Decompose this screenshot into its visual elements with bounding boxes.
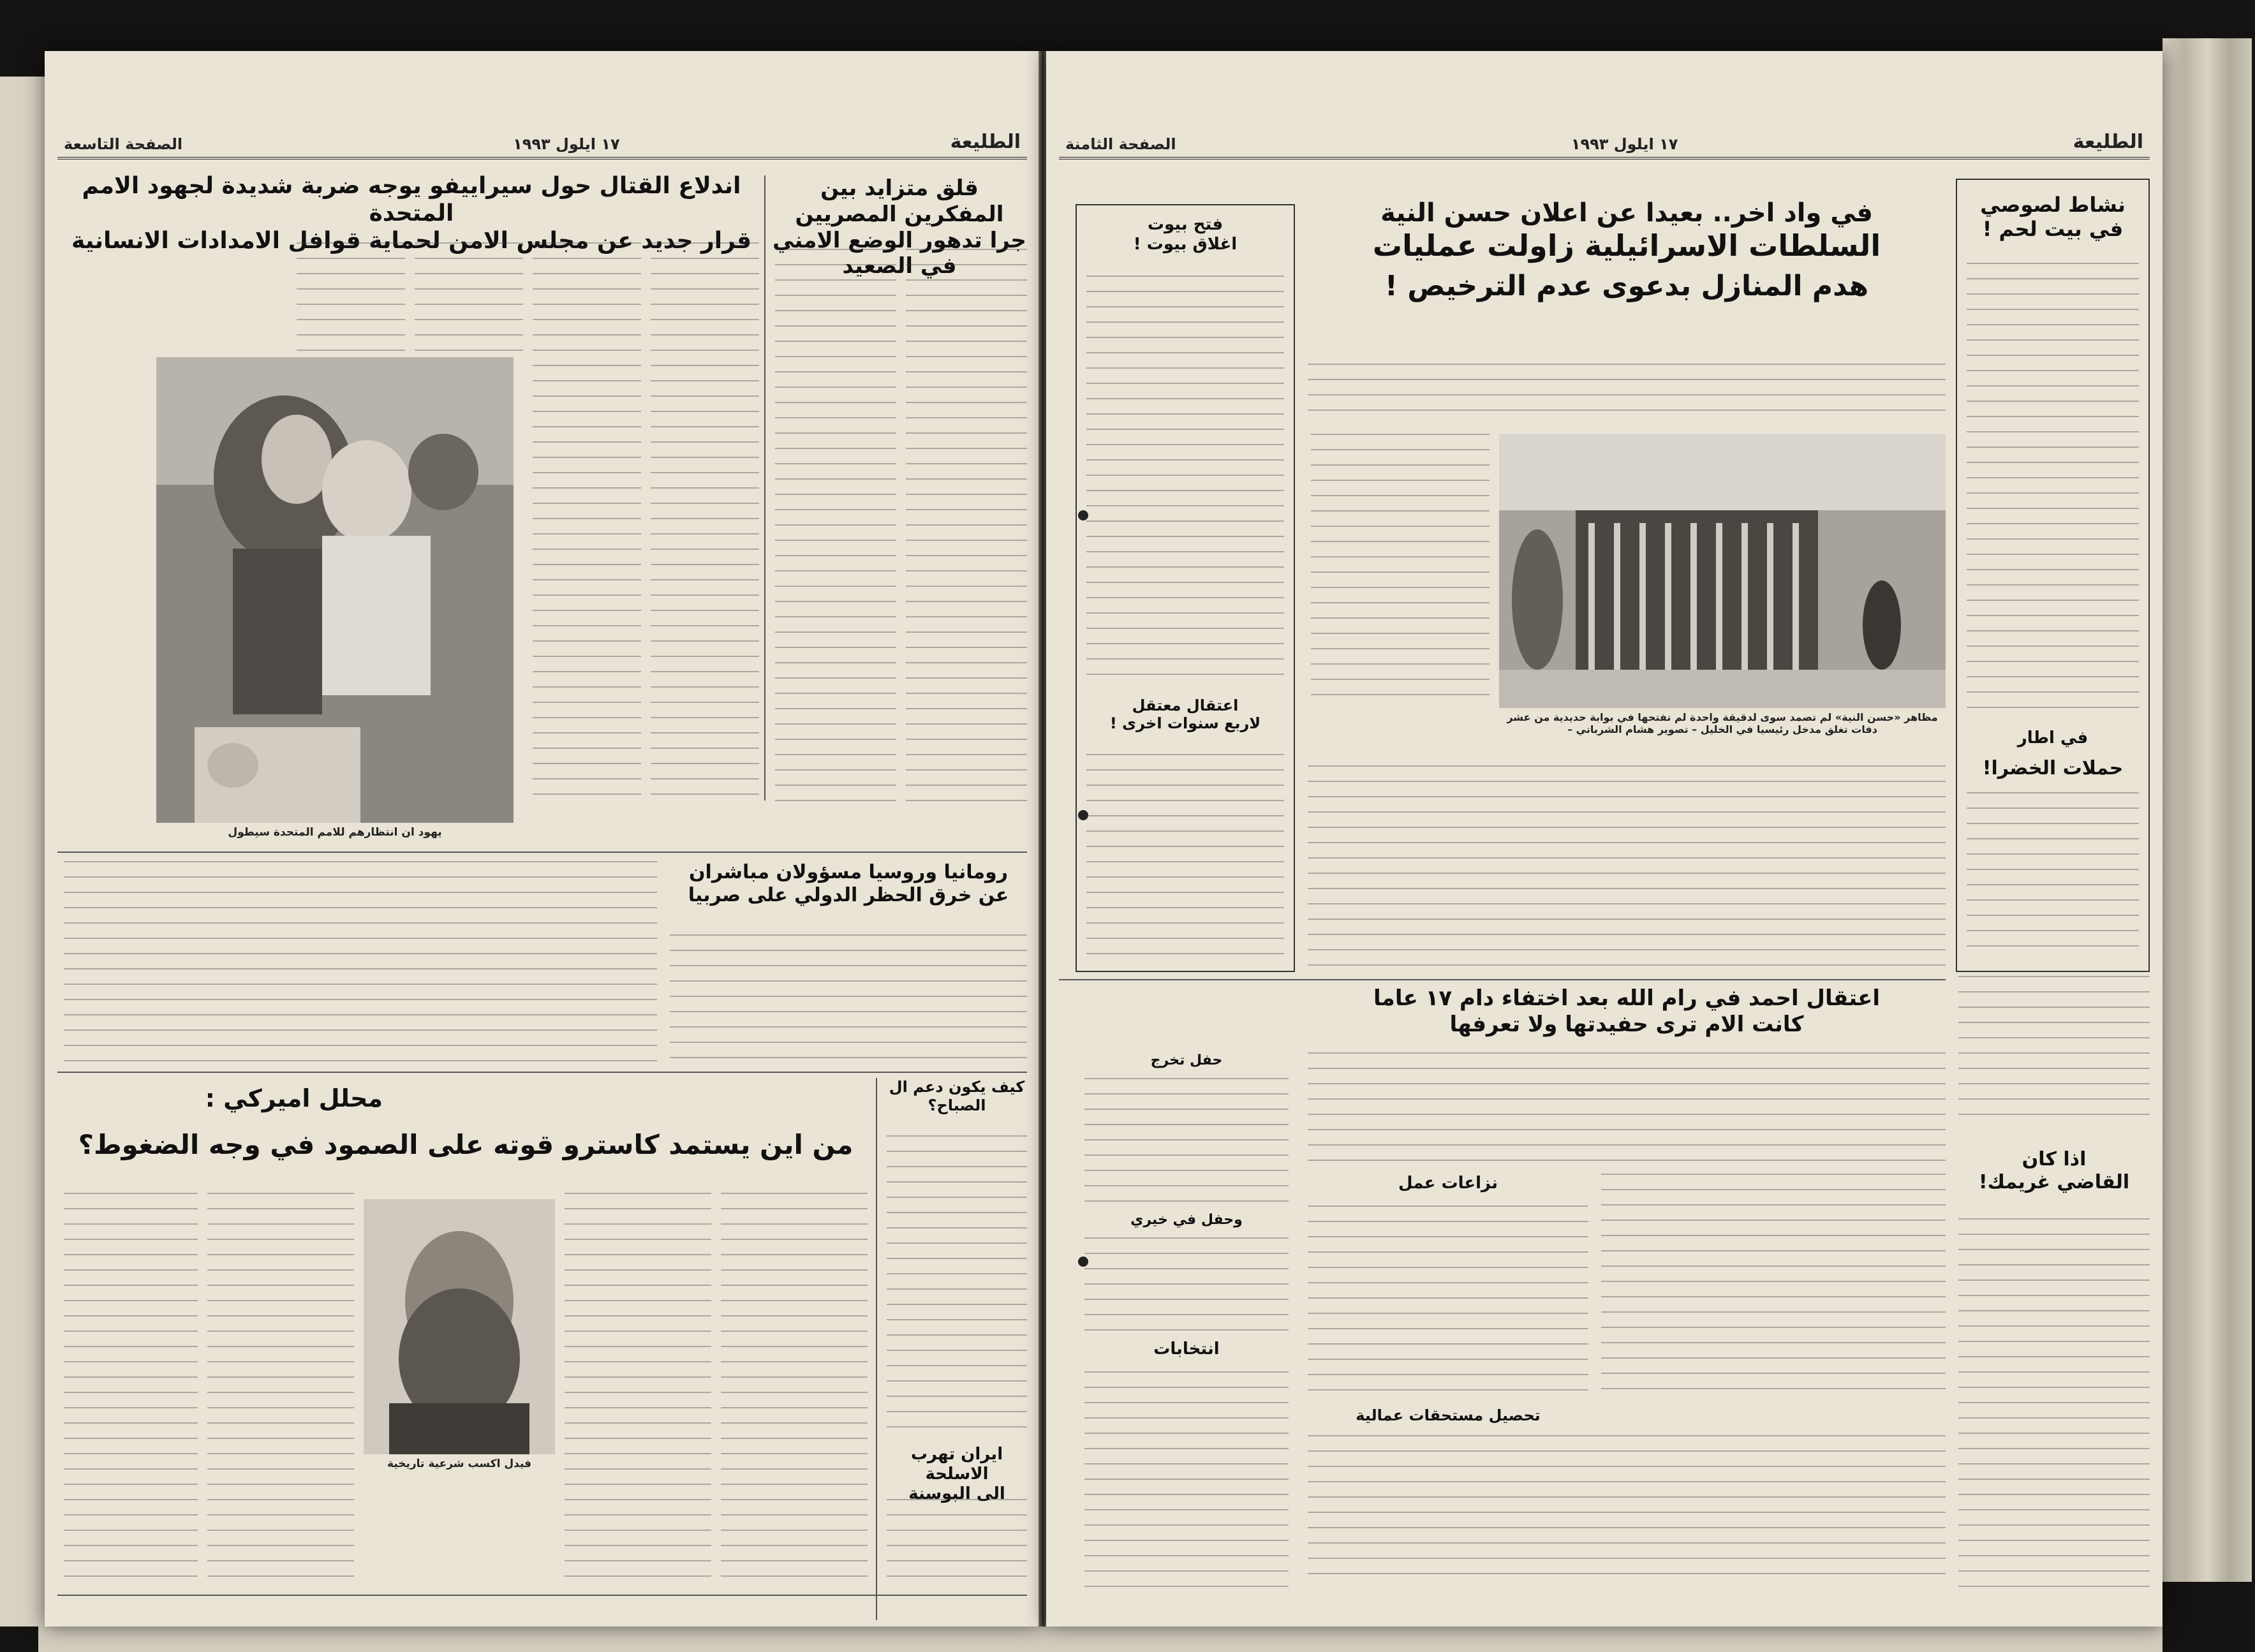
labor-disputes-headline: نزاعات عمل xyxy=(1398,1174,1498,1193)
detainee-body xyxy=(1086,754,1284,958)
demolitions-headline-line3: هدم المنازل بدعوى عدم الترخيص ! xyxy=(1384,270,1869,303)
romania-headline-line2: عن خرق الحظر الدولي على صربيا xyxy=(688,884,1009,906)
right-page-header xyxy=(1059,115,2150,159)
charity-body xyxy=(1084,1237,1289,1333)
castro-article-body-col1 xyxy=(721,1193,868,1588)
demolitions-body-bottom xyxy=(1308,765,1946,970)
romania-article-headline xyxy=(670,861,1027,907)
judge-article-body-cont xyxy=(1958,1218,2150,1588)
egypt-article-body-col2 xyxy=(775,249,896,804)
elections-headline: انتخابات xyxy=(1153,1339,1220,1359)
iran-article-body xyxy=(887,1499,1027,1588)
judge-quote-line2: القاضي غريمك! xyxy=(1978,1171,2130,1193)
left-page-edge xyxy=(0,77,45,1626)
column-rule xyxy=(764,175,765,800)
charity-headline: وحفل في خيري xyxy=(1130,1212,1243,1228)
egypt-headline-line2: جرا تدهور الوضع الامني في الصعيد xyxy=(773,227,1026,279)
page-label: الصفحة التاسعة xyxy=(64,135,183,153)
bosnia-article-body-col1 xyxy=(651,242,759,804)
iran-headline-line1: ايران تهرب الاسلحة xyxy=(910,1445,1003,1484)
bosnia-article-body-col5 xyxy=(523,357,759,364)
romania-headline-line1: رومانيا وروسيا مسؤولان مباشران xyxy=(688,861,1009,883)
paper-edge-stack xyxy=(2163,38,2252,1582)
labor-dues-body xyxy=(1308,1435,1946,1588)
demolitions-body-top xyxy=(1308,364,1946,421)
judge-quote xyxy=(1958,1148,2150,1194)
judge-article-body xyxy=(1958,976,2150,1129)
left-page-header xyxy=(57,115,1027,159)
bethlehem-box xyxy=(1956,179,2150,972)
graduation-headline: حفل تخرج xyxy=(1150,1052,1223,1068)
castro-article-body-col3 xyxy=(207,1193,354,1588)
bethlehem-headline-line2: في بيت لحم ! xyxy=(1982,217,2124,242)
issue-date: ١٧ ايلول ١٩٩٣ xyxy=(513,135,620,153)
houses-headline-line1: فتح بيوت xyxy=(1147,215,1224,234)
graduation-body xyxy=(1084,1078,1289,1206)
hebron-photo-caption: مظاهر «حسن النية» لم تصمد سوى لدقيقة واحدة لم تفتحها في بوابة حديدية من عشر دفات تغلق مدخل رئيسيا في الخليل – تصوير هشام الشرباتي – xyxy=(1507,711,1938,735)
labor-dues-headline: تحصيل مستحقات عمالية xyxy=(1356,1406,1541,1424)
arrest-body-cont xyxy=(1601,1174,1946,1403)
elections-body xyxy=(1084,1371,1289,1588)
bosnia-headline-line2: قرار جديد عن مجلس الامن لحماية قوافل الامدادات الانسانية xyxy=(71,228,752,254)
egypt-article-body xyxy=(906,249,1027,804)
sabah-article-headline: كيف يكون دعم ال الصباح؟ xyxy=(889,1078,1025,1114)
page-label: الصفحة الثامنة xyxy=(1065,135,1176,153)
castro-article-kicker: محلل اميركي : xyxy=(205,1084,383,1112)
castro-portrait-photo xyxy=(364,1199,555,1454)
section-rule xyxy=(1059,979,1946,980)
section-rule xyxy=(57,1072,1027,1073)
bosnia-article-body-col2 xyxy=(533,242,641,804)
houses-box xyxy=(1076,204,1295,972)
refugee-photo-caption: يهود ان انتظارهم للامم المتحدة سيطول xyxy=(228,826,442,839)
demolitions-headline-line1: في واد اخر.. بعيدا عن اعلان حسن النية xyxy=(1380,198,1873,228)
castro-article-body-col4 xyxy=(64,1193,198,1588)
detainee-headline xyxy=(1077,697,1294,732)
section-rule xyxy=(57,852,1027,853)
detainee-headline-line1: اعتقال معتقل xyxy=(1132,697,1239,714)
bethlehem-headline-line1: نشاط لصوصي xyxy=(1980,193,2126,217)
arrest-body xyxy=(1308,1052,1946,1167)
refugee-family-photo xyxy=(156,357,514,823)
demolitions-headline-line2: السلطات الاسرائيلية زاولت عمليات xyxy=(1372,228,1881,263)
left-page xyxy=(45,51,1040,1626)
hebron-gate-photo xyxy=(1499,434,1946,708)
right-page xyxy=(1046,51,2163,1626)
bethlehem-headline xyxy=(1957,193,2148,242)
issue-date: ١٧ ايلول ١٩٩٣ xyxy=(1571,135,1678,153)
judge-quote-line1: اذا كان xyxy=(2022,1148,2087,1170)
green-campaigns-body xyxy=(1967,792,2139,958)
bosnia-article-continuation xyxy=(64,861,657,1065)
bosnia-article-body-col4 xyxy=(297,242,405,351)
houses-headline-line2: اغلاق بيوت ! xyxy=(1133,235,1238,254)
bosnia-article-body-col3 xyxy=(415,242,523,351)
egypt-headline-line1: قلق متزايد بين المفكرين المصريين xyxy=(795,175,1004,227)
iran-article-headline xyxy=(887,1445,1027,1505)
castro-photo-caption: فيدل اكسب شرعية تاريخية xyxy=(387,1457,531,1470)
bethlehem-body xyxy=(1967,263,2139,709)
sabah-article-body xyxy=(887,1135,1027,1435)
publication-name: الطليعة xyxy=(950,131,1021,153)
green-campaigns-headline: حملات الخضرا! xyxy=(1982,757,2124,779)
demolitions-headline xyxy=(1308,198,1946,304)
column-rule xyxy=(876,1078,877,1620)
arrest-headline xyxy=(1308,985,1946,1038)
footer-rule xyxy=(57,1595,1027,1596)
houses-body xyxy=(1086,276,1284,677)
demolitions-body-col-right xyxy=(1311,434,1490,708)
houses-headline xyxy=(1077,215,1294,254)
arrest-headline-line2: كانت الام ترى حفيدتها ولا تعرفها xyxy=(1449,1011,1804,1037)
romania-article-body xyxy=(670,934,1027,1062)
iran-headline-line2: الى البوسنة xyxy=(908,1484,1005,1504)
green-campaigns-kicker: في اطار xyxy=(2017,728,2089,748)
castro-article-body-col2 xyxy=(565,1193,711,1588)
bosnia-headline-line1: اندلاع القتال حول سيراييفو يوجه ضربة شديدة لجهود الامم المتحدة xyxy=(82,173,741,227)
castro-article-headline: من اين يستمد كاسترو قوته على الصمود في وجه الضغوط؟ xyxy=(78,1129,854,1160)
labor-disputes-body xyxy=(1308,1206,1588,1397)
detainee-headline-line2: لاربع سنوات اخرى ! xyxy=(1109,714,1261,732)
arrest-headline-line1: اعتقال احمد في رام الله بعد اختفاء دام ١٧ عاما xyxy=(1373,985,1880,1011)
publication-name: الطليعة xyxy=(2073,131,2143,153)
